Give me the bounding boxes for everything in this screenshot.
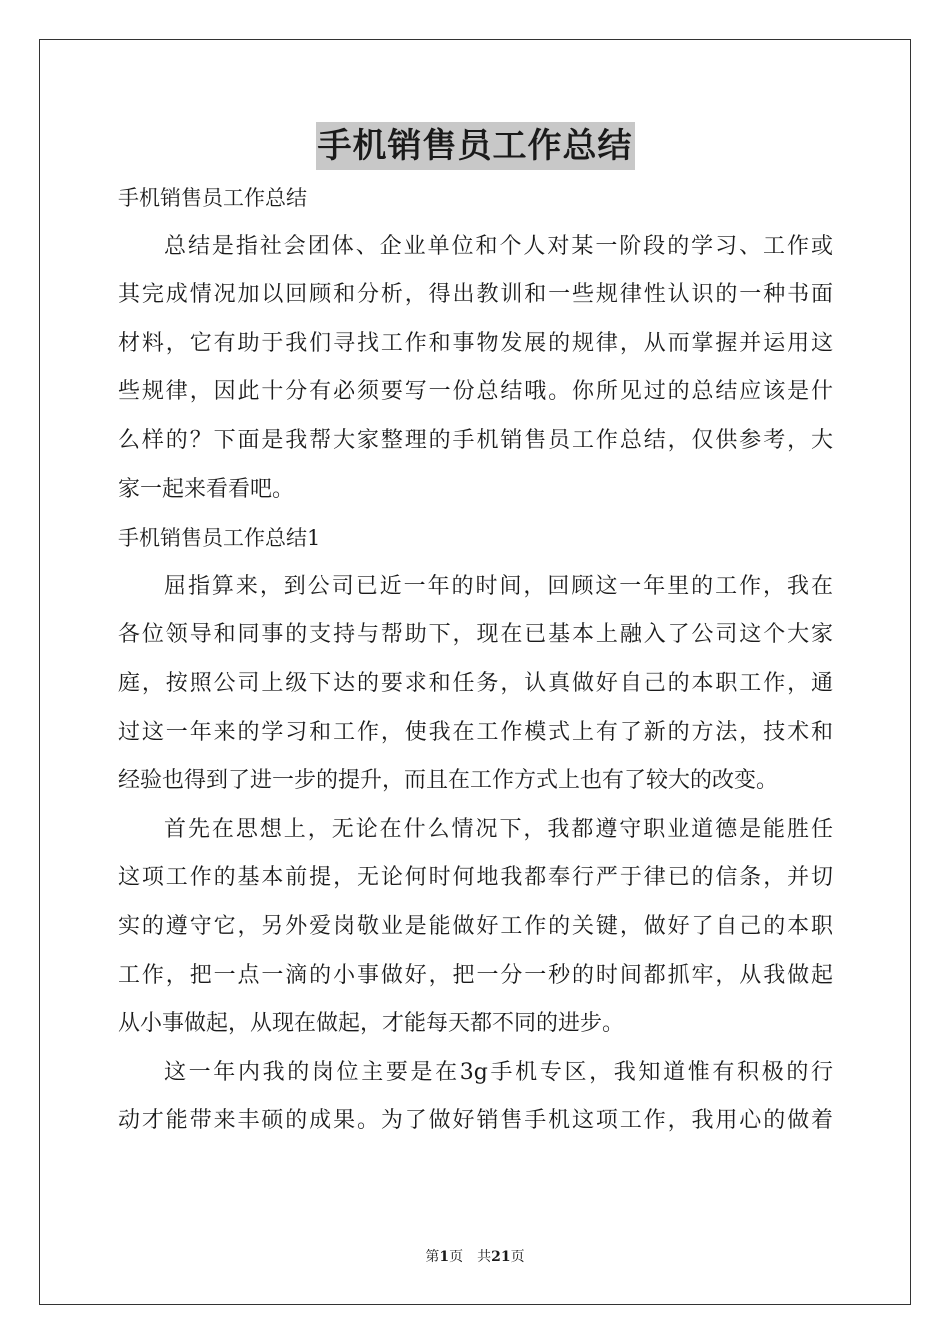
page-number: 1 [439, 1249, 450, 1265]
paragraph-line: 各位领导和同事的支持与帮助下，现在已基本上融入了公司这个大家 [118, 622, 833, 648]
paragraph-line: 么样的？下面是我帮大家整理的手机销售员工作总结，仅供参考，大 [118, 427, 833, 453]
paragraph-line: 些规律，因此十分有必须要写一份总结哦。你所见过的总结应该是什 [118, 379, 833, 405]
paragraph-line: 这一年内我的岗位主要是在3g手机专区，我知道惟有积极的行 [164, 1059, 833, 1085]
title-wrap [0, 122, 950, 170]
document-body [118, 174, 833, 1146]
paragraph-1 [118, 563, 833, 806]
page-footer [0, 1246, 950, 1266]
paragraph-line: 总结是指社会团体、企业单位和个人对某一阶段的学习、工作或 [164, 233, 833, 259]
paragraph-line: 工作，把一点一滴的小事做好，把一分一秒的时间都抓牢，从我做起 [118, 962, 833, 988]
paragraph-line: 庭，按照公司上级下达的要求和任务，认真做好自己的本职工作，通 [118, 670, 833, 696]
paragraph-line: 动才能带来丰硕的成果。为了做好销售手机这项工作，我用心的做着 [118, 1108, 833, 1134]
paragraph-line: 过这一年来的学习和工作，使我在工作模式上有了新的方法，技术和 [118, 719, 833, 745]
page-suffix: 页 [449, 1249, 464, 1265]
paragraph-line: 家一起来看看吧。 [118, 476, 295, 502]
paragraph-line: 其完成情况加以回顾和分析，得出教训和一些规律性认识的一种书面 [118, 282, 833, 308]
paragraph-line: 屈指算来，到公司已近一年的时间，回顾这一年里的工作，我在 [164, 573, 833, 599]
total-prefix: 共 [477, 1249, 492, 1265]
paragraph-line: 这项工作的基本前提，无论何时何地我都奉行严于律已的信条，并切 [118, 865, 833, 891]
section-heading: 手机销售员工作总结1 [118, 526, 321, 551]
document-title: 手机销售员工作总结 [316, 122, 635, 170]
total-pages: 21 [491, 1249, 511, 1265]
paragraph-2 [118, 806, 833, 1049]
intro-paragraph [118, 223, 833, 515]
subtitle: 手机销售员工作总结 [118, 186, 307, 210]
page-prefix: 第 [425, 1249, 440, 1265]
paragraph-line: 从小事做起，从现在做起，才能每天都不同的进步。 [118, 1011, 625, 1037]
paragraph-line: 经验也得到了进一步的提升，而且在工作方式上也有了较大的改变。 [118, 768, 779, 794]
paragraph-3 [118, 1049, 833, 1146]
total-suffix: 页 [510, 1249, 525, 1265]
paragraph-line: 首先在思想上，无论在什么情况下，我都遵守职业道德是能胜任 [164, 816, 833, 842]
paragraph-line: 材料，它有助于我们寻找工作和事物发展的规律，从而掌握并运用这 [118, 330, 833, 356]
paragraph-line: 实的遵守它，另外爱岗敬业是能做好工作的关键，做好了自己的本职 [118, 913, 833, 939]
